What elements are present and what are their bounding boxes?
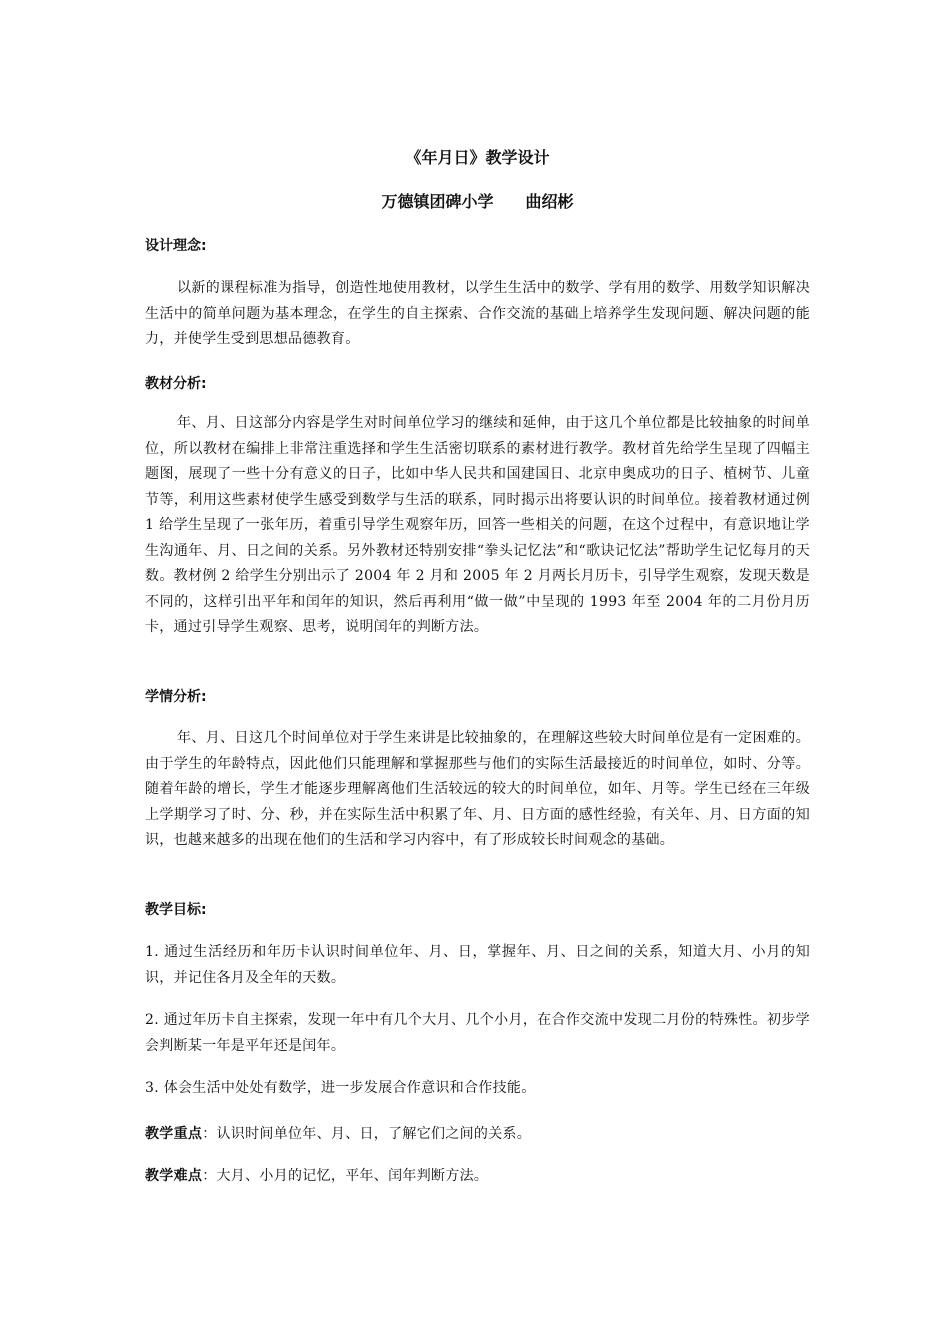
difficulty-line	[145, 1164, 810, 1190]
goal-item-2: 2. 通过年历卡自主探索，发现一年中有几个大月、几个小月，在合作交流中发现二月份的特殊性。初步学会判断某一年是平年还是闰年。	[145, 1012, 810, 1054]
document-author-line	[145, 191, 810, 213]
goal-item-3: 3. 体会生活中处处有数学，进一步发展合作意识和合作技能。	[145, 1080, 536, 1096]
paragraph-textbook: 年、月、日这部分内容是学生对时间单位学习的继续和延伸，由于这几个单位都是比较抽象的时间单位，所以教材在编排上非常注重选择和学生生活密切联系的素材进行教学。教材首先给学生呈现了四幅主题图，展现了一些十分有意义的日子，比如中华人民共和国建国日、北京申奥成功的日子、植树节、儿童节等，利用这些素材使学生感受到数学与生活的联系，同时揭示出将要认识的时间单位。接着教材通过例 1 给学生呈现了一张年历，着重引导学生观察年历，回答一些相关的问题，在这个过程中，有意识地让学生沟通年、月、日之间的关系。另外教材还特别安排“拳头记忆法”和“歌诀记忆法”帮助学生记忆每月的天数。教材例 2 给学生分别出示了 2004 年 2 月和 2005 年 2 月两长月历卡，引导学生观察，发现天数是不同的，这样引出平年和闰年的知识，然后再利用“做一做”中呈现的 1993 年至 2004 年的二月份月历卡，通过引导学生观察、思考，说明闰年的判断方法。	[145, 415, 810, 635]
key-point-label: 教学重点	[145, 1126, 203, 1142]
heading-concept: 设计理念:	[145, 238, 207, 254]
paragraph-concept: 以新的课程标准为指导，创造性地使用教材，以学生生活中的数学、学有用的数学、用数学知识解决生活中的简单问题为基本理念，在学生的自主探索、合作交流的基础上培养学生发现问题、解决问题的能力，并使学生受到思想品德教育。	[145, 280, 810, 347]
goal-item-1: 1. 通过生活经历和年历卡认识时间单位年、月、日，掌握年、月、日之间的关系，知道大月、小月的知识，并记住各月及全年的天数。	[145, 944, 810, 986]
paragraph-learners: 年、月、日这几个时间单位对于学生来讲是比较抽象的，在理解这些较大时间单位是有一定困难的。由于学生的年龄特点，因此他们只能理解和掌握那些与他们的实际生活最接近的时间单位，如时、分等。随着年龄的增长，学生才能逐步理解离他们生活较远的较大的时间单位，如年、月等。学生已经在三年级上学期学习了时、分、秒，并在实际生活中积累了年、月、日方面的感性经验，有关年、月、日方面的知识，也越来越多的出现在他们的生活和学习内容中，有了形成较长时间观念的基础。	[145, 730, 810, 848]
document-title: 《年月日》教学设计	[405, 148, 550, 167]
difficulty-label: 教学难点	[145, 1168, 203, 1184]
key-point-line	[145, 1122, 810, 1148]
author-school: 万德镇团碑小学	[381, 192, 494, 211]
heading-learners: 学情分析:	[145, 689, 207, 705]
key-point-text: ：认识时间单位年、月、日，了解它们之间的关系。	[202, 1126, 532, 1142]
difficulty-text: ：大月、小月的记忆，平年、闰年判断方法。	[202, 1168, 489, 1184]
heading-goals: 教学目标:	[145, 902, 207, 918]
author-name: 曲绍彬	[525, 192, 574, 211]
heading-textbook: 教材分析:	[145, 376, 207, 392]
